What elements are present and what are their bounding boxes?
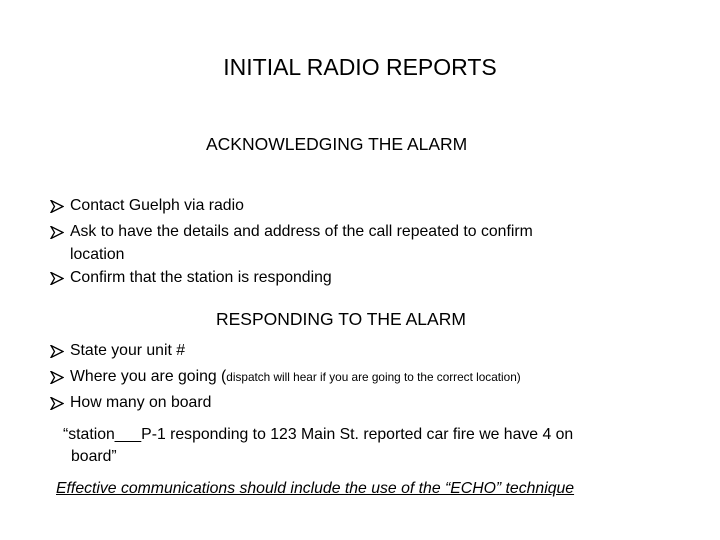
responding-bullet-list (50, 338, 521, 417)
list-item (50, 364, 521, 390)
page-title: INITIAL RADIO REPORTS (223, 54, 497, 80)
bullet-text: State your unit # (70, 342, 186, 359)
list-item (50, 219, 642, 265)
section-heading-responding: RESPONDING TO THE ALARM (216, 309, 466, 329)
list-item (50, 390, 521, 416)
bullet-text: Confirm that the station is responding (70, 269, 332, 287)
quote-line-1: “station___P-1 responding to 123 Main St. reported car fire we have 4 on (63, 426, 574, 443)
arrow-bullet-icon (50, 219, 64, 245)
bullet-text-continuation: location (70, 246, 125, 264)
footer-note: Effective communications should include the use of the “ECHO” technique (56, 480, 575, 497)
acknowledging-bullet-list (50, 193, 642, 291)
arrow-bullet-icon (50, 193, 64, 219)
example-radio-quote (63, 424, 673, 468)
bullet-text: Contact Guelph via radio (70, 197, 244, 214)
arrow-bullet-icon (50, 265, 64, 291)
bullet-text: Ask to have the details and address of the call repeated to confirm (70, 223, 533, 241)
arrow-bullet-icon (50, 390, 64, 416)
bullet-small-note: dispatch will hear if you are going to the correct location) (226, 370, 521, 385)
arrow-bullet-icon (50, 364, 64, 390)
list-item (50, 338, 521, 364)
list-item (50, 193, 642, 219)
bullet-text: Where you are going ( (70, 368, 227, 386)
list-item (50, 265, 642, 291)
section-heading-acknowledging: ACKNOWLEDGING THE ALARM (206, 134, 468, 154)
arrow-bullet-icon (50, 338, 64, 364)
quote-line-2: board” (71, 448, 117, 465)
bullet-text: How many on board (70, 394, 212, 412)
